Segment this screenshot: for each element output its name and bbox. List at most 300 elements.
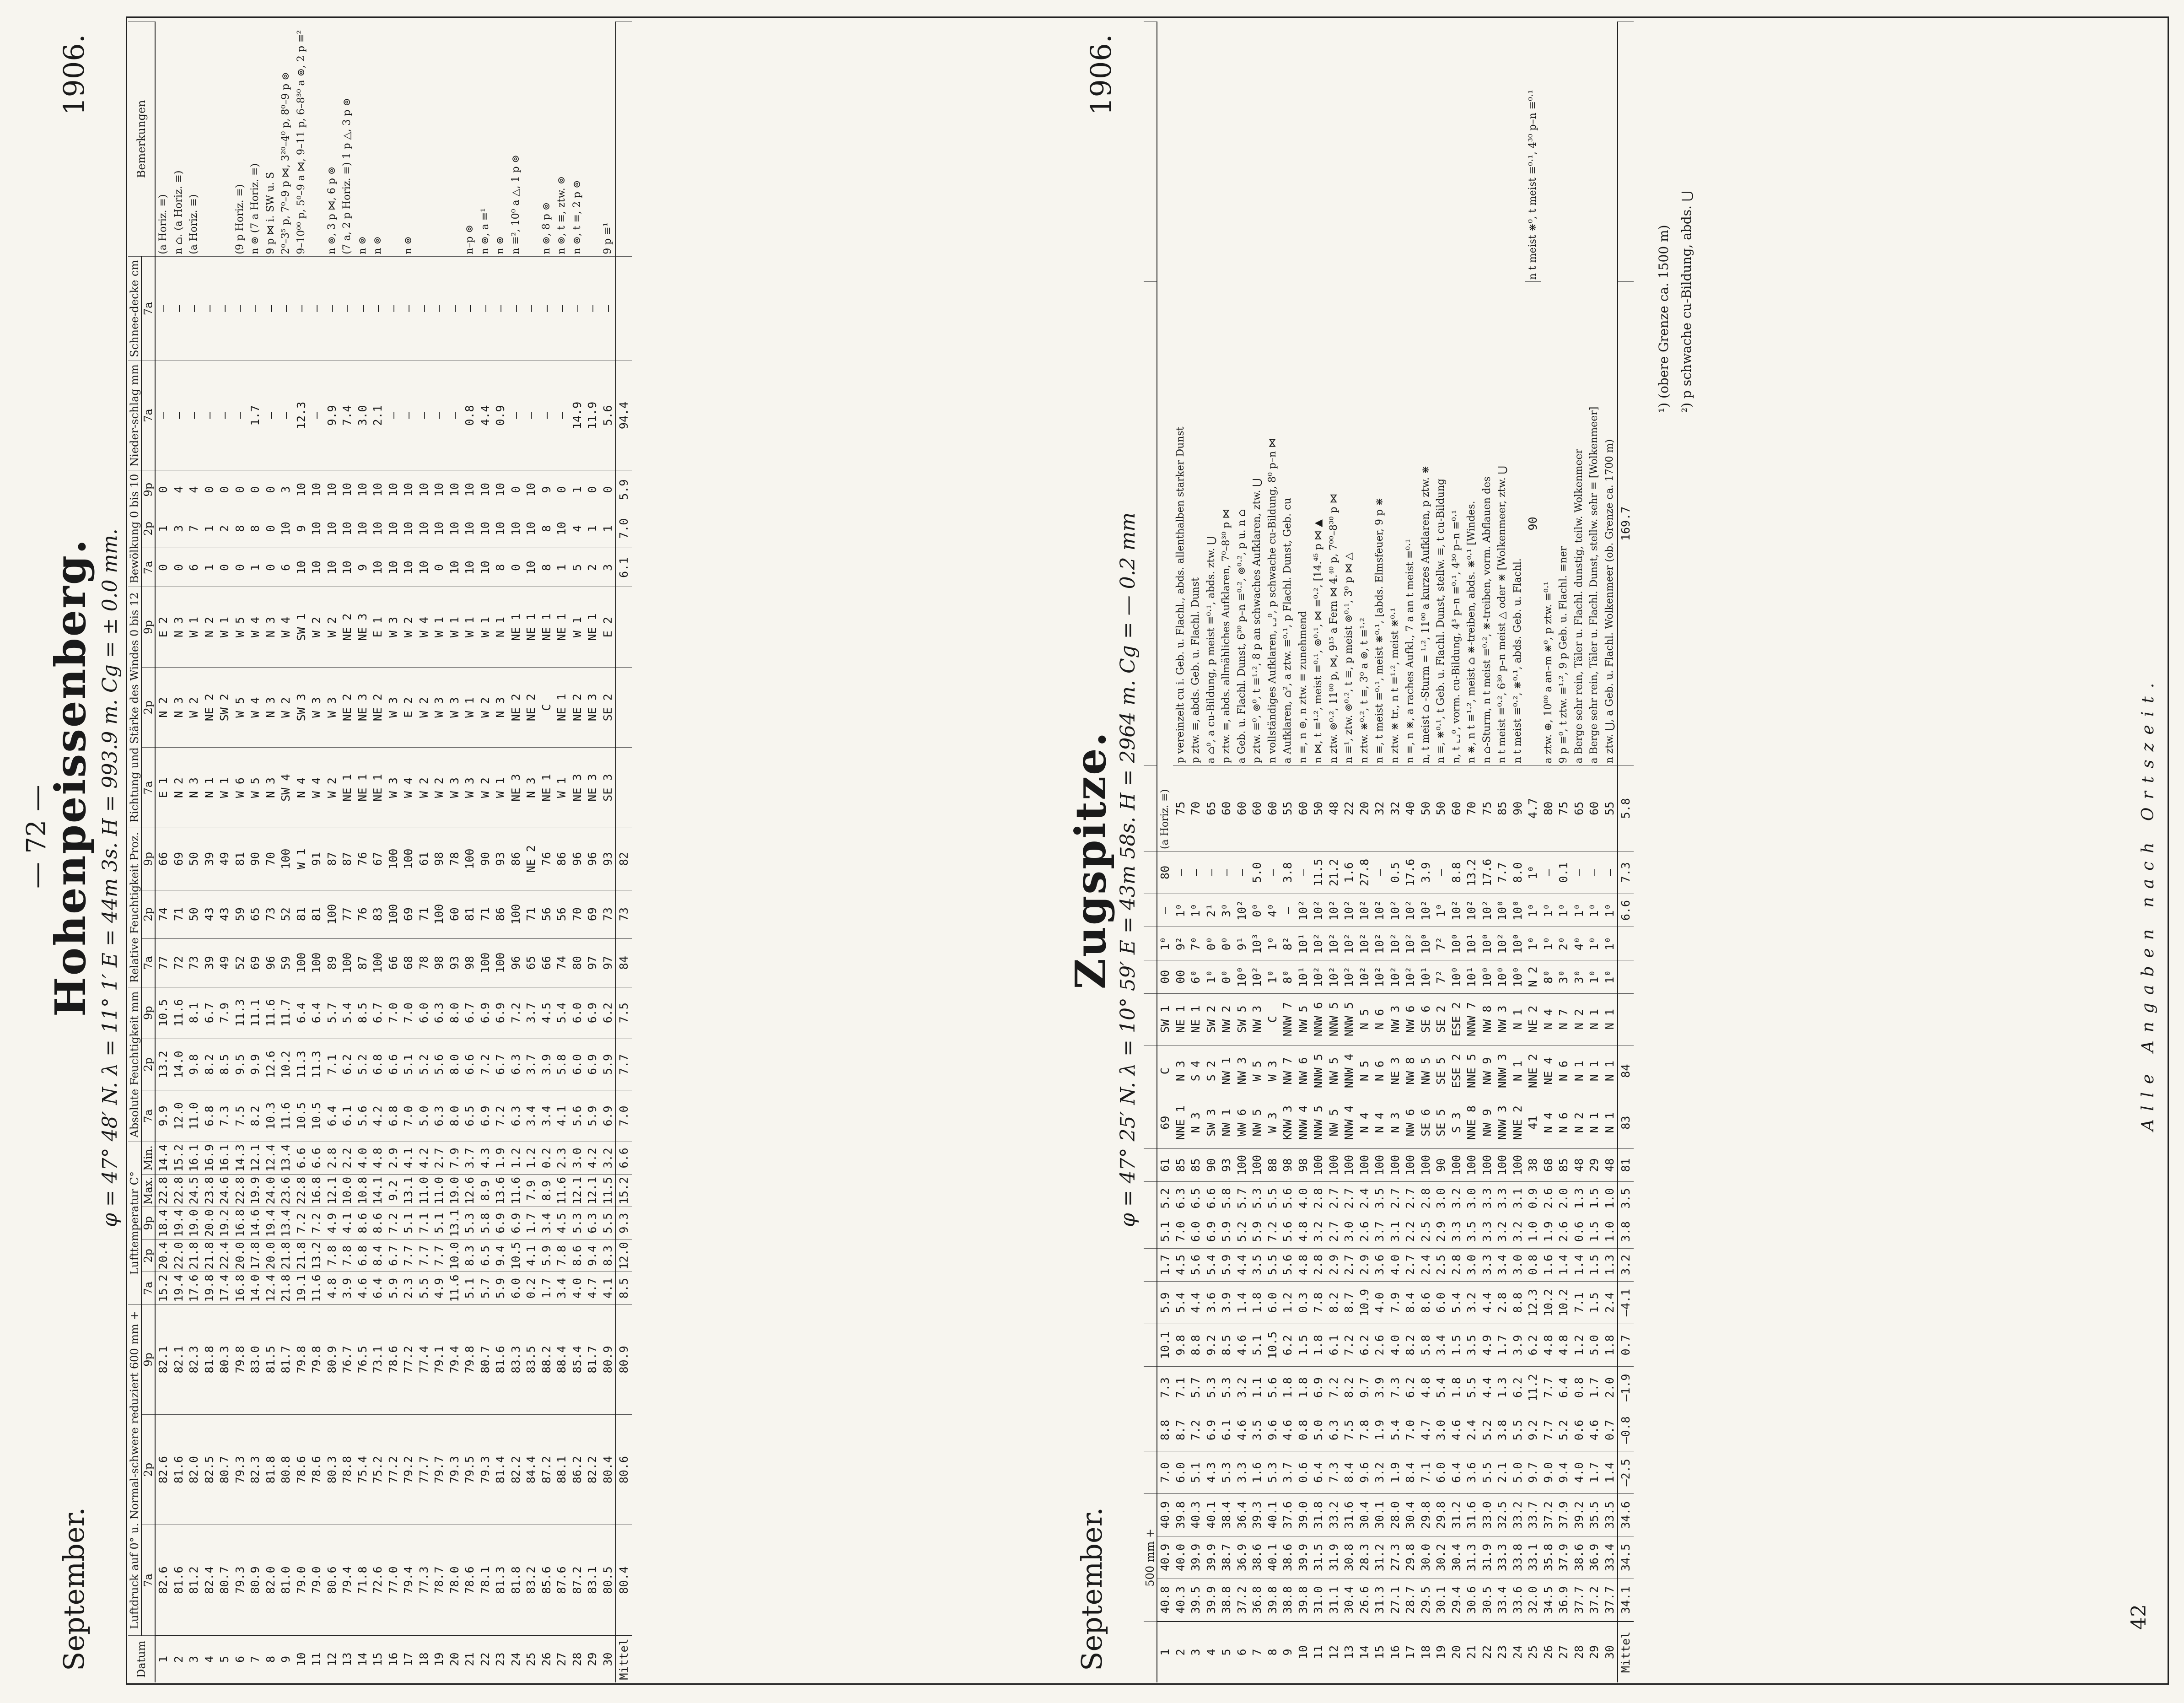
zug-cell-22-5: 5.2: [1479, 1409, 1495, 1451]
zug-cell-7-5: 3.5: [1249, 1409, 1265, 1451]
hohen-cell-9-6: 13.4: [278, 1207, 294, 1240]
hohen-cell-14-12: 87: [355, 938, 371, 987]
zug-cell-23-18: 10⁰: [1495, 894, 1510, 927]
zug-cell-14-1: 26.6: [1357, 1579, 1372, 1621]
hohen-cell-9-8: 13.4: [278, 1142, 294, 1174]
hohen-summary-20: 5.9: [616, 470, 632, 509]
hohen-cell-28-8: 3.0: [570, 1142, 585, 1174]
zug-cell-5-18: 3⁰: [1219, 894, 1234, 927]
hohen-cell-25-15: N 3: [523, 748, 539, 828]
hohen-cell-6-2: 79.3: [232, 1415, 248, 1525]
zug-cell-9-8: 1.2: [1280, 1282, 1296, 1324]
handwritten-page-number: 42: [2127, 1604, 2151, 1630]
hohen-header-1: Luftdruck auf 0° u. Normal-schwere reduziert 600 mm +: [128, 1304, 141, 1636]
zug-cell-3-11: 6.5: [1188, 1182, 1204, 1215]
hohen-cell-18-12: 78: [416, 938, 432, 987]
zug-cell-16-0: 16: [1388, 1622, 1403, 1682]
hohen-cell-4-13: 43: [202, 890, 217, 938]
hohen-cell-1-23: (a Horiz. ≡): [157, 194, 169, 254]
hohen-cell-23-19: 10: [493, 509, 508, 548]
hohen-cell-3-10: 9.8: [186, 1039, 202, 1090]
zug-cell-9-4: 3.7: [1280, 1451, 1296, 1494]
zug-cell-4-0: 4: [1204, 1622, 1219, 1682]
zug-cell-6-4: 3.3: [1234, 1451, 1250, 1494]
hohen-cell-27-22: —: [554, 256, 570, 361]
zug-cell-12-15: NNW 5: [1326, 993, 1342, 1045]
hohen-cell-21-20: 10: [462, 470, 478, 509]
hohen-cell-13-5: 7.8: [339, 1240, 355, 1272]
zug-cell-4-17: 0⁰: [1204, 927, 1219, 960]
hohen-cell-10-14: W 1: [294, 828, 309, 890]
zug-row-26: [1541, 22, 1556, 1683]
zug-cell-19-1: 30.1: [1433, 1579, 1449, 1621]
zug-cell-25-22: n t meist ⋇⁰, t meist ≡⁰·¹, 4³⁰ p–n ≡⁰·¹: [1527, 90, 1538, 280]
zug-cell-24-13: NNE 2: [1510, 1097, 1526, 1148]
hohen-cell-1-3: 82.1: [155, 1304, 171, 1415]
zug-cell-8-8: 6.0: [1265, 1282, 1280, 1324]
zug-cell-12-14: NW 5: [1326, 1045, 1342, 1097]
hohen-subheader-20: 7a: [141, 361, 155, 470]
zug-cell-24-9: 3.0: [1510, 1248, 1526, 1282]
hohen-cell-10-8: 6.6: [294, 1142, 309, 1174]
zug-cell-25-2: 33.1: [1525, 1536, 1541, 1579]
hohen-cell-13-1: 79.4: [339, 1525, 355, 1635]
zug-row-22: [1479, 22, 1495, 1683]
zug-row-1: [1157, 22, 1173, 1683]
zug-cell-28-21: a Berge sehr rein, Täler u. Flachl. dunstig, teilw. Wolkenmeer: [1573, 448, 1585, 764]
hohen-cell-2-20: 4: [171, 470, 187, 509]
zug-cell-26-14: NE 4: [1541, 1045, 1556, 1097]
hohen-cell-12-11: 5.7: [324, 987, 340, 1039]
hohen-cell-11-19: 10: [309, 509, 324, 548]
zug-cell-29-19: —: [1587, 851, 1602, 894]
hohen-cell-13-11: 5.4: [339, 987, 355, 1039]
zug-cell-24-19: 8.0: [1510, 851, 1526, 894]
zug-cell-10-11: 4.0: [1296, 1182, 1311, 1215]
zug-cell-12-8: 8.2: [1326, 1282, 1342, 1324]
zug-header-day: [1144, 1622, 1157, 1682]
hohen-cell-9-2: 80.8: [278, 1415, 294, 1525]
zug-row-6: [1234, 22, 1250, 1683]
zug-summary-8: —4.1: [1618, 1282, 1634, 1324]
zug-summary-20: 5.8: [1618, 765, 1634, 851]
zug-cell-11-12: 100: [1311, 1148, 1326, 1182]
hohen-cell-6-4: 16.8: [232, 1272, 248, 1304]
hohen-cell-27-17: NE 1: [554, 587, 570, 668]
hohen-cell-11-15: W 4: [309, 748, 324, 828]
hohen-cell-28-13: 70: [570, 890, 585, 938]
zug-cell-20-9: 2.8: [1449, 1248, 1464, 1282]
hohen-row-9: [278, 22, 294, 1683]
zug-header-blank-6: [1144, 1215, 1157, 1248]
zug-cell-5-11: 5.8: [1219, 1182, 1234, 1215]
hohen-cell-29-0: 29: [585, 1636, 600, 1682]
zug-cell-30-17: 1⁰: [1602, 927, 1618, 960]
zug-cell-11-3: 31.8: [1311, 1494, 1326, 1536]
hohen-cell-27-10: 5.8: [554, 1039, 570, 1090]
hohen-cell-9-11: 11.7: [278, 987, 294, 1039]
zug-cell-16-4: 1.9: [1388, 1451, 1403, 1494]
hohen-cell-26-14: 76: [539, 828, 554, 890]
hohen-cell-8-1: 82.0: [263, 1525, 279, 1635]
zug-cell-12-13: NW 5: [1326, 1097, 1342, 1148]
zug-cell-5-2: 38.7: [1219, 1536, 1234, 1579]
hohen-cell-27-8: 2.3: [554, 1142, 570, 1174]
zug-cell-16-3: 28.0: [1388, 1494, 1403, 1536]
hohen-summary-17: [616, 587, 632, 668]
hohen-cell-24-13: 100: [508, 890, 524, 938]
hohen-cell-17-4: 2.3: [401, 1272, 416, 1304]
hohen-cell-12-16: W 3: [324, 667, 340, 747]
hohen-row-1: [155, 22, 171, 1683]
zug-cell-2-0: 2: [1173, 1622, 1189, 1682]
hohen-cell-4-16: NE 2: [202, 667, 217, 747]
hohen-coordinates: φ = 47° 48′ N. λ = 11° 1′ E = 44m 3s. H = 993.9 m. Cg = ± 0.0 mm.: [98, 528, 122, 1227]
hohen-cell-15-4: 6.4: [370, 1272, 386, 1304]
zug-cell-6-3: 36.4: [1234, 1494, 1250, 1536]
zug-cell-24-17: 10⁰: [1510, 927, 1526, 960]
zug-cell-6-17: 9¹: [1234, 927, 1250, 960]
hohen-cell-14-0: 14: [355, 1636, 371, 1682]
hohen-cell-25-14: NE 2: [523, 828, 539, 890]
hohen-cell-23-5: 9.4: [493, 1240, 508, 1272]
zug-cell-27-8: 10.2: [1556, 1282, 1571, 1324]
hohen-cell-24-0: 24: [508, 1636, 524, 1682]
hohen-cell-9-21: —: [278, 361, 294, 470]
zug-cell-9-13: KNW 3: [1280, 1097, 1296, 1148]
zug-cell-24-2: 33.8: [1510, 1536, 1526, 1579]
zug-cell-13-1: 30.4: [1341, 1579, 1357, 1621]
hohen-cell-29-9: 5.9: [585, 1090, 600, 1142]
zug-cell-6-10: 5.2: [1234, 1215, 1250, 1248]
zug-cell-28-13: N 2: [1571, 1097, 1587, 1148]
hohen-cell-17-11: 7.0: [401, 987, 416, 1039]
zug-cell-2-8: 5.4: [1173, 1282, 1189, 1324]
hohen-cell-4-6: 20.0: [202, 1207, 217, 1240]
zug-cell-23-17: 10²: [1495, 927, 1510, 960]
hohen-cell-17-22: —: [401, 256, 416, 361]
zug-cell-28-14: N 1: [1571, 1045, 1587, 1097]
hohen-cell-29-3: 81.7: [585, 1304, 600, 1415]
zug-summary-9: 3.2: [1618, 1248, 1634, 1282]
zug-cell-28-19: —: [1571, 851, 1587, 894]
zug-cell-16-9: 4.0: [1388, 1248, 1403, 1282]
zug-cell-30-14: N 1: [1602, 1045, 1618, 1097]
zug-cell-2-5: 8.7: [1173, 1409, 1189, 1451]
zug-cell-17-6: 6.2: [1403, 1366, 1418, 1409]
zug-cell-24-1: 33.6: [1510, 1579, 1526, 1621]
hohen-cell-16-17: W 3: [386, 587, 401, 668]
hohen-summary-16: [616, 667, 632, 747]
zug-cell-15-5: 1.9: [1372, 1409, 1388, 1451]
hohen-cell-22-2: 79.3: [478, 1415, 493, 1525]
zug-cell-25-4: 9.7: [1525, 1451, 1541, 1494]
hohen-cell-30-13: 73: [600, 890, 616, 938]
hohen-cell-4-0: 4: [202, 1636, 217, 1682]
hohen-cell-6-20: 0: [232, 470, 248, 509]
hohen-cell-25-6: 1.7: [523, 1207, 539, 1240]
zug-cell-25-15: NE 2: [1525, 993, 1541, 1045]
hohen-cell-24-19: 10: [508, 509, 524, 548]
zug-cell-4-16: 1⁰: [1204, 960, 1219, 994]
zug-cell-2-17: 9²: [1173, 927, 1189, 960]
hohen-cell-28-11: 6.0: [570, 987, 585, 1039]
hohen-cell-8-6: 19.4: [263, 1207, 279, 1240]
hohen-cell-12-8: 2.8: [324, 1142, 340, 1174]
zug-cell-22-14: NW 9: [1479, 1045, 1495, 1097]
zug-cell-7-17: 10³: [1249, 927, 1265, 960]
zug-cell-12-20: 48: [1326, 765, 1342, 851]
hohen-cell-21-18: 10: [462, 548, 478, 587]
zug-cell-6-16: 10⁰: [1234, 960, 1250, 994]
zug-cell-7-3: 39.3: [1249, 1494, 1265, 1536]
zug-cell-24-6: 6.2: [1510, 1366, 1526, 1409]
hohen-summary-6: 9.3: [616, 1207, 632, 1240]
hohen-summary-4: 8.5: [616, 1272, 632, 1304]
hohen-cell-14-7: 10.8: [355, 1175, 371, 1207]
hohen-cell-17-23: n ⊚: [403, 236, 414, 254]
zug-cell-15-4: 3.2: [1372, 1451, 1388, 1494]
hohen-row-5: [217, 22, 232, 1683]
zug-row-16: [1388, 22, 1403, 1683]
hohen-cell-13-8: 2.2: [339, 1142, 355, 1174]
zug-cell-10-21: n ≡, n ⊚, n ztw. ≡ zunehmend: [1297, 610, 1309, 764]
zug-cell-21-1: 30.6: [1464, 1579, 1479, 1621]
hohen-cell-16-7: 9.2: [386, 1175, 401, 1207]
hohen-cell-5-1: 80.7: [217, 1525, 232, 1635]
hohen-cell-11-6: 7.2: [309, 1207, 324, 1240]
zug-cell-1-4: 7.0: [1157, 1451, 1173, 1494]
hohen-cell-14-1: 71.8: [355, 1525, 371, 1635]
zug-header-blank-11: [1144, 993, 1157, 1045]
zug-cell-17-20: 40: [1403, 765, 1418, 851]
hohen-cell-21-22: —: [462, 256, 478, 361]
zug-cell-30-12: 48: [1602, 1148, 1618, 1182]
zug-cell-3-2: 39.9: [1188, 1536, 1204, 1579]
hohen-cell-27-14: 86: [554, 828, 570, 890]
hohen-cell-11-5: 13.2: [309, 1240, 324, 1272]
zug-cell-6-21: a Geb. u. Flachl. Dunst, 6³⁰ p–n ≡⁰·², ⊚⁰·², p u. n ⌂: [1236, 509, 1248, 764]
hohen-cell-6-14: 81: [232, 828, 248, 890]
zug-cell-24-21: n t meist ≡⁰·², ⋇⁰·¹, abds. Geb. u. Flachl.: [1512, 558, 1523, 764]
hohen-cell-16-10: 6.6: [386, 1039, 401, 1090]
hohen-cell-7-13: 65: [247, 890, 263, 938]
hohen-cell-14-15: NE 1: [355, 748, 371, 828]
hohen-cell-3-1: 81.2: [186, 1525, 202, 1635]
zug-cell-8-17: 1⁰: [1265, 927, 1280, 960]
hohen-cell-4-8: 16.9: [202, 1142, 217, 1174]
zug-cell-3-15: NE 1: [1188, 993, 1204, 1045]
zug-cell-13-18: 10²: [1341, 894, 1357, 927]
hohen-cell-21-0: 21: [462, 1636, 478, 1682]
zug-cell-6-15: SW 5: [1234, 993, 1250, 1045]
zug-cell-29-13: N 1: [1587, 1097, 1602, 1148]
zug-cell-27-3: 37.9: [1556, 1494, 1571, 1536]
zug-cell-23-20: 85: [1495, 765, 1510, 851]
hohen-cell-2-14: 69: [171, 828, 187, 890]
hohen-cell-14-19: 10: [355, 509, 371, 548]
hohen-cell-25-12: 65: [523, 938, 539, 987]
zug-cell-23-19: 7.7: [1495, 851, 1510, 894]
hohen-cell-27-13: 56: [554, 890, 570, 938]
hohen-cell-12-6: 4.9: [324, 1207, 340, 1240]
zug-cell-11-6: 6.9: [1311, 1366, 1326, 1409]
hohen-cell-17-15: W 4: [401, 748, 416, 828]
zug-cell-8-7: 10.5: [1265, 1324, 1280, 1366]
zug-cell-9-19: 3.8: [1280, 851, 1296, 894]
hohen-cell-21-13: 81: [462, 890, 478, 938]
hohen-cell-22-14: 90: [478, 828, 493, 890]
hohen-cell-18-4: 5.5: [416, 1272, 432, 1304]
zug-cell-19-17: 7²: [1433, 927, 1449, 960]
hohen-cell-17-16: E 2: [401, 667, 416, 747]
zug-cell-4-20: 65: [1204, 765, 1219, 851]
zug-cell-26-10: 1.9: [1541, 1215, 1556, 1248]
zug-cell-16-2: 27.3: [1388, 1536, 1403, 1579]
zug-cell-11-20: 50: [1311, 765, 1326, 851]
hohen-cell-19-6: 5.1: [431, 1207, 447, 1240]
zug-cell-8-11: 5.5: [1265, 1182, 1280, 1215]
zug-cell-4-3: 40.1: [1204, 1494, 1219, 1536]
hohen-cell-8-3: 81.5: [263, 1304, 279, 1415]
zug-cell-25-13: 41: [1525, 1097, 1541, 1148]
hohen-header-0: Datum: [128, 1636, 155, 1682]
hohen-cell-3-7: 24.5: [186, 1175, 202, 1207]
zug-cell-13-19: 1.6: [1341, 851, 1357, 894]
zug-cell-10-19: —: [1296, 851, 1311, 894]
zug-summary-7: 0.7: [1618, 1324, 1634, 1366]
hohen-cell-23-23: n ⊚: [495, 236, 506, 254]
zug-cell-16-5: 5.4: [1388, 1409, 1403, 1451]
hohen-cell-15-14: 67: [370, 828, 386, 890]
zug-cell-27-11: 2.0: [1556, 1182, 1571, 1215]
zug-cell-16-7: 4.0: [1388, 1324, 1403, 1366]
hohen-row-14: [355, 22, 371, 1683]
zug-cell-8-4: 5.3: [1265, 1451, 1280, 1494]
zug-row-2: [1173, 22, 1189, 1683]
hohen-cell-6-8: 14.3: [232, 1142, 248, 1174]
hohen-cell-8-20: 0: [263, 470, 279, 509]
hohen-cell-5-7: 24.6: [217, 1175, 232, 1207]
hohen-cell-19-16: W 3: [431, 667, 447, 747]
zug-cell-28-11: 1.3: [1571, 1182, 1587, 1215]
hohen-cell-6-21: —: [232, 361, 248, 470]
hohen-cell-18-1: 77.3: [416, 1525, 432, 1635]
hohen-cell-9-19: 10: [278, 509, 294, 548]
zug-cell-26-15: N 4: [1541, 993, 1556, 1045]
hohen-cell-18-22: —: [416, 256, 432, 361]
hohen-cell-11-13: 81: [309, 890, 324, 938]
hohen-subheader-16: 9p: [141, 587, 155, 668]
hohen-summary-22: [616, 256, 632, 361]
zug-cell-30-4: 1.4: [1602, 1451, 1618, 1494]
zug-cell-23-12: 100: [1495, 1148, 1510, 1182]
hohen-cell-24-23: n ≡², 10⁰ a △, 1 p ⊚: [510, 155, 522, 254]
zug-summary-17: [1618, 927, 1634, 960]
zug-cell-7-21: p ztw. ≡⁰, ⊚⁰, t ≡¹·², 8 p an schwaches Aufklaren, ztw. ⋃: [1251, 478, 1263, 764]
hohen-cell-15-10: 6.8: [370, 1039, 386, 1090]
zug-cell-9-14: NW 7: [1280, 1045, 1296, 1097]
zug-cell-1-8: 5.9: [1157, 1282, 1173, 1324]
zug-cell-14-4: 9.6: [1357, 1451, 1372, 1494]
zug-cell-22-8: 4.4: [1479, 1282, 1495, 1324]
zug-cell-16-13: N 3: [1388, 1097, 1403, 1148]
zug-cell-17-17: 10²: [1403, 927, 1418, 960]
zug-row-29: [1587, 22, 1602, 1683]
hohen-cell-3-8: 16.1: [186, 1142, 202, 1174]
zug-cell-29-11: 1.5: [1587, 1182, 1602, 1215]
hohen-cell-28-22: —: [570, 256, 585, 361]
zug-header-blank-18: [1144, 22, 1157, 282]
hohen-cell-19-17: W 1: [431, 587, 447, 668]
hohen-cell-24-18: 0: [508, 548, 524, 587]
hohen-cell-9-0: 9: [278, 1636, 294, 1682]
zug-cell-3-21: p ztw. ≡, abds. Geb. u. Flachl. Dunst: [1190, 577, 1201, 764]
zug-cell-10-1: 39.8: [1296, 1579, 1311, 1621]
zug-cell-30-1: 37.7: [1602, 1579, 1618, 1621]
zug-cell-24-11: 3.1: [1510, 1182, 1526, 1215]
hohen-cell-9-15: SW 4: [278, 748, 294, 828]
zug-summary-13: 83: [1618, 1097, 1634, 1148]
hohen-cell-27-18: 1: [554, 548, 570, 587]
hohen-cell-2-2: 81.6: [171, 1415, 187, 1525]
hohen-cell-6-23: (9 p Horiz. ≡): [234, 184, 246, 254]
zug-cell-2-12: 85: [1173, 1148, 1189, 1182]
hohen-cell-3-11: 8.1: [186, 987, 202, 1039]
hohen-cell-2-4: 19.4: [171, 1272, 187, 1304]
hohen-cell-9-4: 21.8: [278, 1272, 294, 1304]
hohen-cell-15-1: 72.6: [370, 1525, 386, 1635]
zug-cell-21-3: 31.6: [1464, 1494, 1479, 1536]
hohen-cell-11-7: 16.8: [309, 1175, 324, 1207]
hohen-cell-1-0: 1: [155, 1636, 171, 1682]
hohen-month: September.: [57, 1507, 91, 1671]
hohen-cell-21-11: 6.7: [462, 987, 478, 1039]
hohen-cell-24-22: —: [508, 256, 524, 361]
hohen-cell-16-9: 6.8: [386, 1090, 401, 1142]
hohen-cell-28-9: 5.6: [570, 1090, 585, 1142]
hohen-cell-16-22: —: [386, 256, 401, 361]
zug-header-blank-4: [1144, 1282, 1157, 1324]
zug-cell-20-8: 5.4: [1449, 1282, 1464, 1324]
zug-cell-27-18: 1⁰: [1556, 894, 1571, 927]
zug-cell-6-0: 6: [1234, 1622, 1250, 1682]
zug-cell-9-12: 98: [1280, 1148, 1296, 1182]
hohen-cell-17-2: 79.2: [401, 1415, 416, 1525]
zug-cell-24-5: 5.5: [1510, 1409, 1526, 1451]
zug-cell-22-18: 10²: [1479, 894, 1495, 927]
zug-cell-30-6: 2.0: [1602, 1366, 1618, 1409]
zug-cell-1-17: 1⁰: [1157, 927, 1173, 960]
zug-cell-9-11: 5.6: [1280, 1182, 1296, 1215]
zug-cell-14-13: N 4: [1357, 1097, 1372, 1148]
hohen-cell-1-14: 66: [155, 828, 171, 890]
zug-row-20: [1449, 22, 1464, 1683]
hohen-cell-14-9: 5.6: [355, 1090, 371, 1142]
zug-cell-6-11: 5.7: [1234, 1182, 1250, 1215]
zug-cell-7-18: 0⁰: [1249, 894, 1265, 927]
hohen-row-18: [416, 22, 432, 1683]
zug-summary-1: 34.1: [1618, 1579, 1634, 1621]
hohen-summary-row: [616, 22, 632, 1683]
hohen-cell-26-22: —: [539, 256, 554, 361]
hohen-cell-23-9: 7.2: [493, 1090, 508, 1142]
hohen-cell-20-17: W 1: [447, 587, 463, 668]
zug-cell-4-5: 6.9: [1204, 1409, 1219, 1451]
hohen-cell-10-22: —: [294, 256, 309, 361]
zug-cell-10-18: 10²: [1296, 894, 1311, 927]
zug-cell-15-15: N 6: [1372, 993, 1388, 1045]
